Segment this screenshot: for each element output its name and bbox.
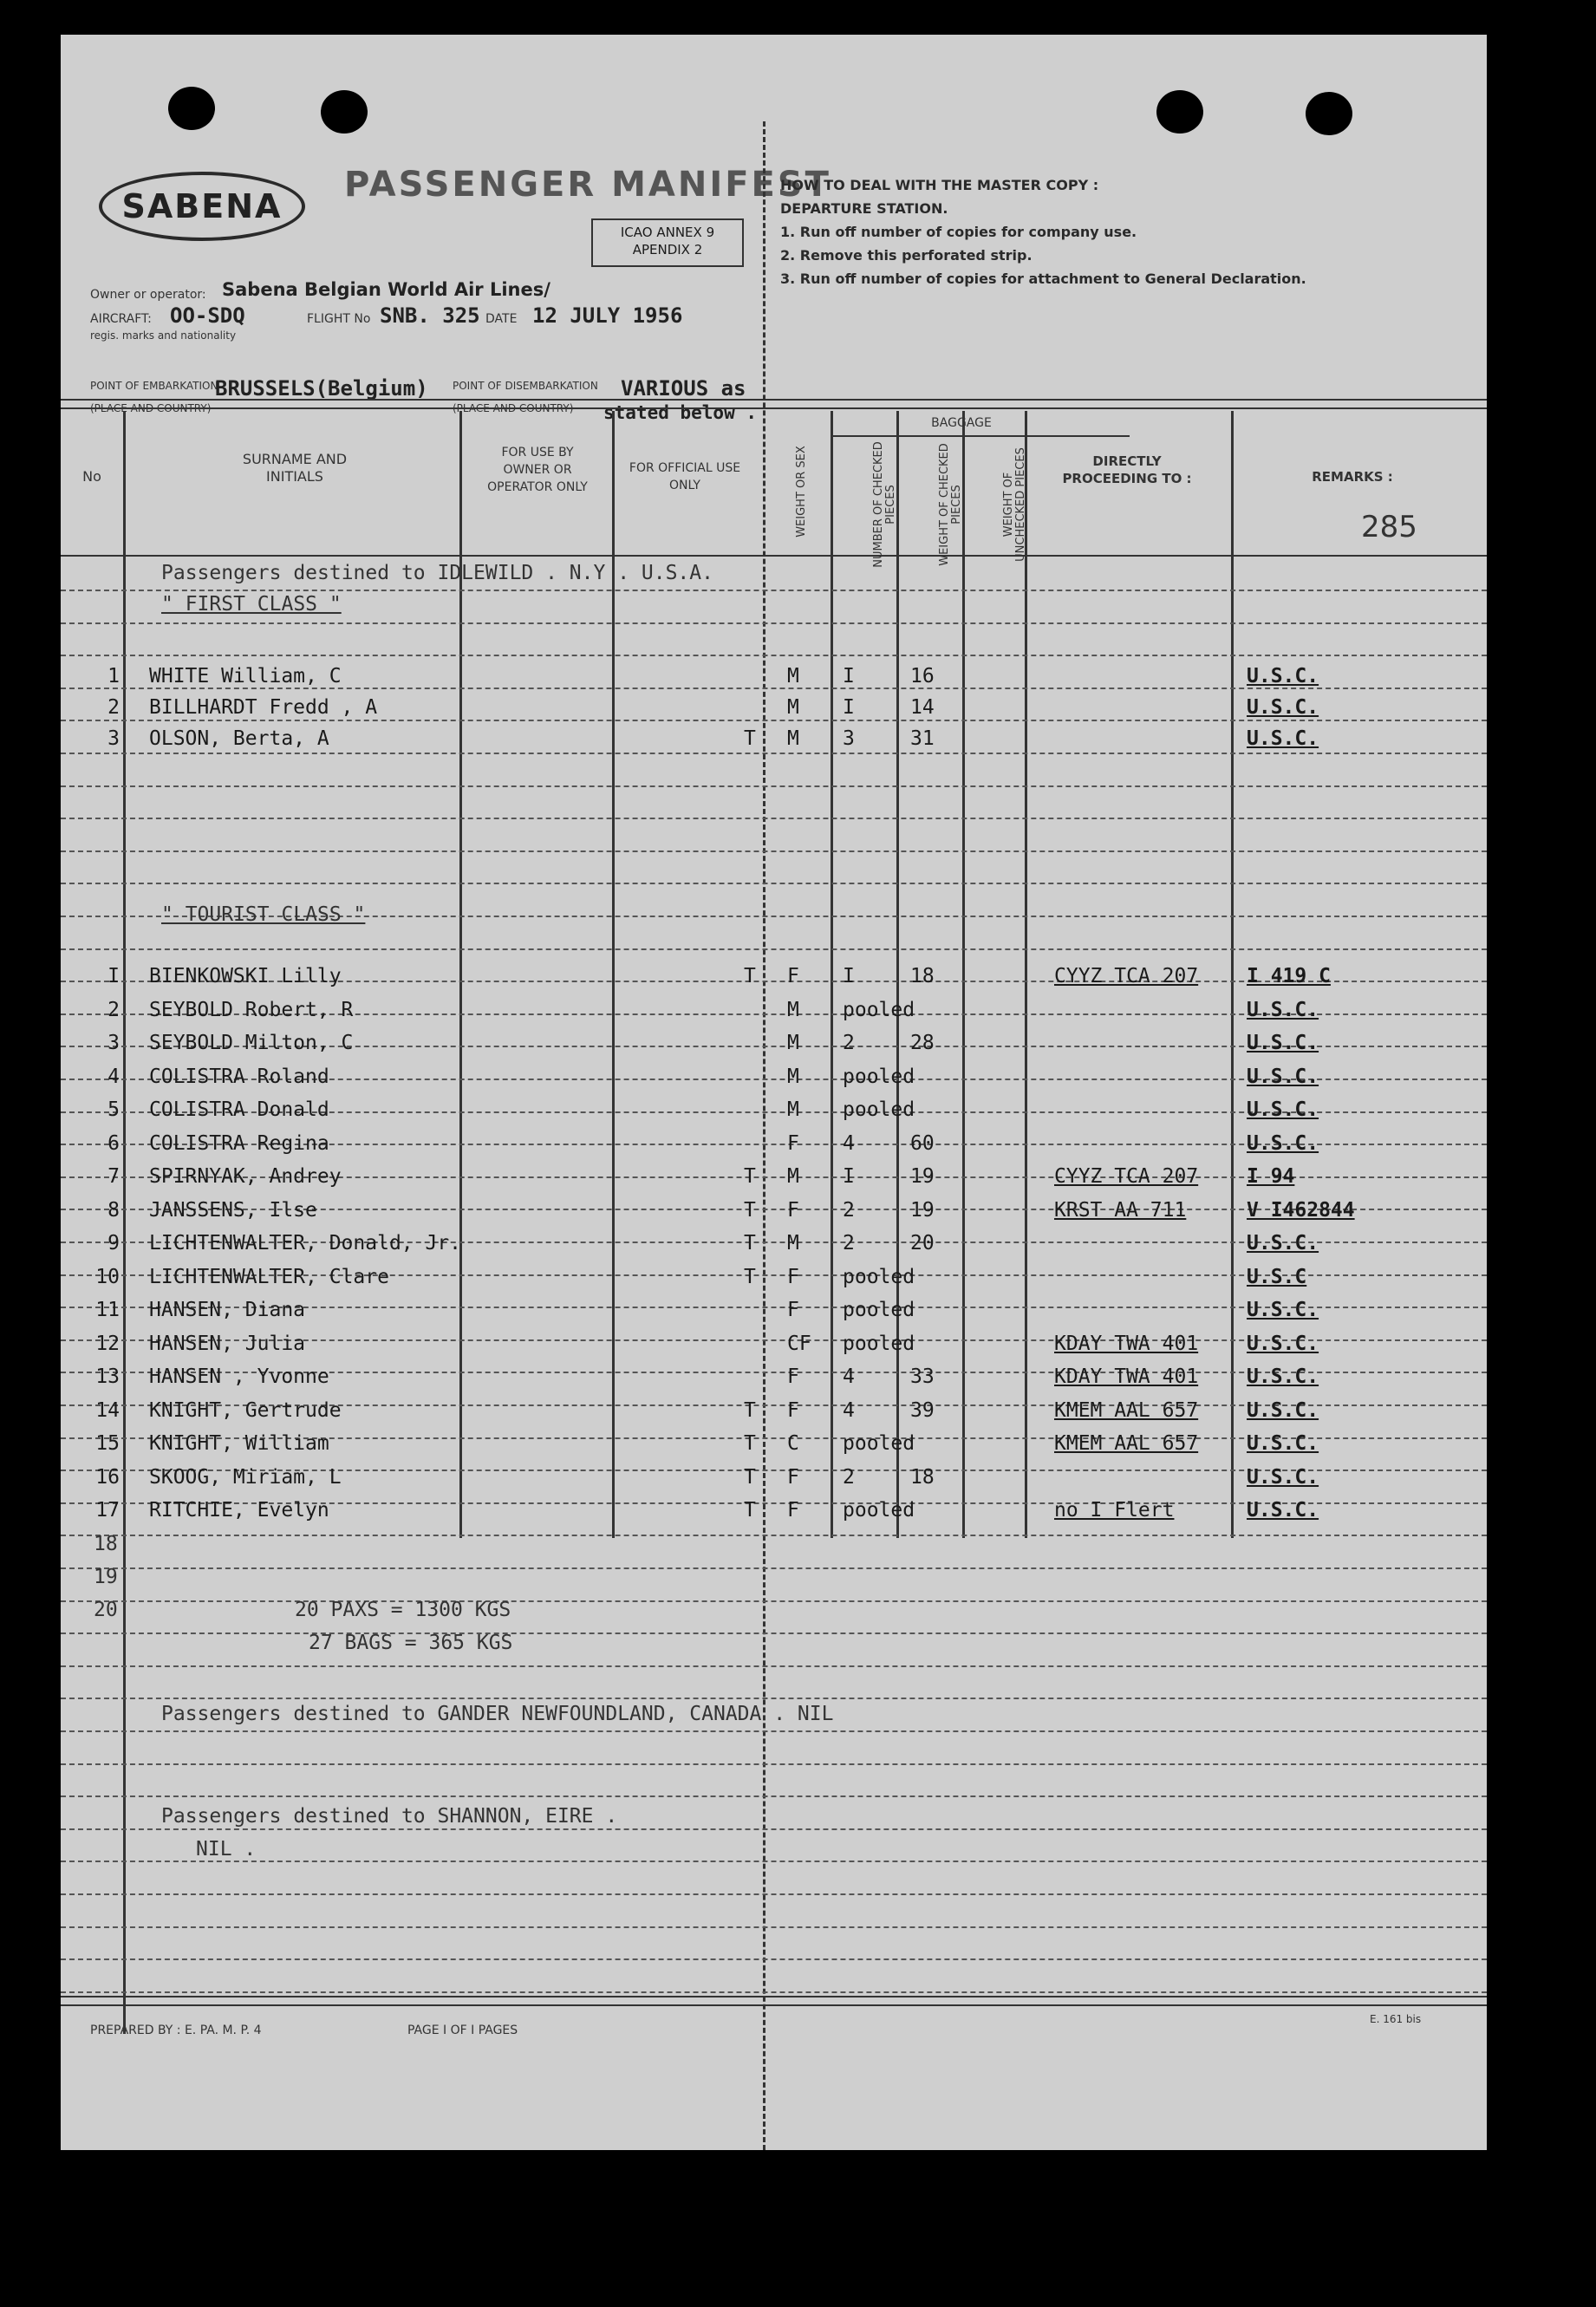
checked-weight: 18	[910, 965, 935, 987]
row-rule	[61, 1600, 1487, 1602]
punch-hole	[1156, 90, 1203, 134]
passenger-row	[61, 1261, 1487, 1293]
row-rule	[61, 1893, 1487, 1895]
passenger-sex: F	[787, 1198, 799, 1222]
remarks: U.S.C.	[1247, 1131, 1319, 1155]
instructions-step-3: 3. Run off number of copies for attachment to General Declaration.	[780, 270, 1306, 287]
remarks: U.S.C.	[1247, 1465, 1319, 1489]
instructions-step-2: 2. Remove this perforated strip.	[780, 247, 1033, 264]
passenger-row	[61, 1161, 1487, 1192]
col-header-checked-pieces: NUMBER OF CHECKED PIECES	[872, 441, 897, 568]
checked-weight: 14	[910, 696, 935, 719]
checked-weight: 33	[910, 1365, 935, 1388]
checked-pieces: pooled	[843, 1265, 915, 1288]
checked-pieces: 2	[843, 1232, 855, 1255]
row-number: 5	[107, 1098, 120, 1121]
passenger-name: SEYBOLD Robert, R	[149, 998, 354, 1021]
checked-pieces: 4	[843, 1365, 855, 1388]
passenger-sex: M	[787, 1232, 799, 1255]
checked-pieces: pooled	[843, 1098, 915, 1121]
row-number: 7	[107, 1165, 120, 1188]
date-value: 12 JULY 1956	[532, 303, 683, 328]
remarks: U.S.C.	[1247, 1299, 1319, 1321]
row-number: 17	[95, 1499, 120, 1522]
transit-flag: T	[744, 1165, 756, 1188]
checked-pieces: 4	[843, 1131, 855, 1155]
row-number: 15	[95, 1432, 120, 1455]
remarks: V I462844	[1247, 1198, 1355, 1222]
page-count: PAGE I OF I PAGES	[407, 2024, 518, 2037]
checked-pieces: pooled	[843, 1299, 915, 1321]
checked-weight: 19	[910, 1165, 935, 1188]
passenger-row	[61, 1495, 1487, 1526]
bottom-rule	[61, 1996, 1487, 1997]
passenger-name: KNIGHT, Gertrude	[149, 1398, 342, 1422]
transit-flag: T	[744, 1499, 756, 1522]
remarks: U.S.C.	[1247, 727, 1319, 750]
row-number: 11	[95, 1299, 120, 1321]
checked-weight: 19	[910, 1198, 935, 1222]
row-number: 6	[107, 1131, 120, 1155]
passenger-sex: F	[787, 1465, 799, 1489]
header-bottom-rule	[61, 555, 1487, 557]
section-shannon: Passengers destined to SHANNON, EIRE .	[161, 1805, 618, 1828]
checked-pieces: 4	[843, 1398, 855, 1422]
passenger-name: LICHTENWALTER, Clare	[149, 1265, 389, 1288]
instructions-block	[780, 173, 1306, 290]
passenger-row	[61, 1328, 1487, 1359]
aircraft-value: OO-SDQ	[170, 303, 245, 328]
checked-weight: 28	[910, 1032, 935, 1054]
checked-weight: 60	[910, 1131, 935, 1155]
section-idlewild: Passengers destined to IDLEWILD . N.Y . U.S.A.	[161, 562, 713, 584]
row-rule	[61, 1828, 1487, 1830]
col-header-baggage: BAGGAGE	[931, 416, 992, 430]
checked-pieces: pooled	[843, 1065, 915, 1088]
icao-appendix-line: APENDIX 2	[632, 242, 703, 257]
transit-flag: T	[744, 1465, 756, 1489]
disembark-label: POINT OF DISEMBARKATION	[453, 380, 598, 392]
passenger-name: HANSEN, Diana	[149, 1299, 306, 1321]
passenger-sex: M	[787, 998, 799, 1021]
owner-value: Sabena Belgian World Air Lines/	[222, 279, 550, 300]
checked-pieces: I	[843, 1165, 855, 1188]
passenger-name: COLISTRA Roland	[149, 1065, 329, 1088]
row-rule	[61, 1665, 1487, 1667]
passenger-sex: M	[787, 665, 799, 688]
row-number: 12	[95, 1332, 120, 1355]
onward-flight: no I Flert	[1054, 1499, 1175, 1522]
passenger-name: BIENKOWSKI Lilly	[149, 965, 342, 987]
regn-label: regis. marks and nationality	[90, 329, 237, 342]
remarks: U.S.C.	[1247, 1332, 1319, 1355]
row-rule	[61, 850, 1487, 852]
col-header-directly: DIRECTLY PROCEEDING TO :	[1062, 453, 1192, 486]
checked-pieces: I	[843, 696, 855, 719]
passenger-sex: M	[787, 727, 799, 750]
row-rule	[61, 1535, 1487, 1536]
passenger-sex: M	[787, 1065, 799, 1088]
icao-annex-box	[591, 218, 744, 267]
remarks: U.S.C.	[1247, 1499, 1319, 1522]
passenger-name: COLISTRA Donald	[149, 1098, 329, 1121]
remarks: U.S.C.	[1247, 1065, 1319, 1088]
onward-flight: KDAY TWA 401	[1054, 1365, 1199, 1388]
remarks: U.S.C.	[1247, 998, 1319, 1021]
row-number: 9	[107, 1232, 120, 1255]
remarks: I 419 C	[1247, 965, 1331, 987]
remarks: U.S.C.	[1247, 1232, 1319, 1255]
transit-flag: T	[744, 965, 756, 987]
passenger-sex: F	[787, 1499, 799, 1522]
prepared-by: PREPARED BY : E. PA. M. P. 4	[90, 2024, 262, 2037]
passenger-row	[61, 1094, 1487, 1125]
passenger-sex: F	[787, 1365, 799, 1388]
checked-pieces: pooled	[843, 1499, 915, 1522]
checked-pieces: pooled	[843, 998, 915, 1021]
passenger-row	[61, 1361, 1487, 1392]
row-number: 14	[95, 1398, 120, 1422]
remarks: U.S.C	[1247, 1265, 1307, 1288]
empty-row-number: 18	[94, 1533, 118, 1555]
col-header-surname: SURNAME AND INITIALS	[242, 451, 348, 485]
tourist-class-heading: " TOURIST CLASS "	[161, 903, 366, 926]
checked-weight: 20	[910, 1232, 935, 1255]
remarks: U.S.C.	[1247, 1398, 1319, 1422]
checked-weight: 31	[910, 727, 935, 750]
onward-flight: KMEM AAL 657	[1054, 1432, 1199, 1455]
instructions-station: DEPARTURE STATION.	[780, 200, 948, 217]
row-rule	[61, 818, 1487, 819]
passenger-name: HANSEN , Yvonne	[149, 1365, 329, 1388]
transit-flag: T	[744, 1265, 756, 1288]
table-top-rule	[61, 407, 1487, 409]
passenger-name: WHITE William, C	[149, 665, 342, 688]
onward-flight: CYYZ TCA 207	[1054, 965, 1199, 987]
row-number: 1	[107, 665, 120, 688]
passenger-sex: F	[787, 965, 799, 987]
row-rule	[61, 1958, 1487, 1960]
checked-pieces: 2	[843, 1198, 855, 1222]
passenger-name: KNIGHT, William	[149, 1432, 329, 1455]
passenger-name: SEYBOLD Milton, C	[149, 1032, 354, 1054]
disembark-note: stated below .	[603, 402, 758, 423]
owner-label: Owner or operator:	[90, 288, 206, 302]
checked-pieces: 2	[843, 1465, 855, 1489]
passenger-name: SPIRNYAK, Andrey	[149, 1165, 342, 1188]
flight-value: SNB. 325	[380, 303, 480, 328]
remarks: U.S.C.	[1247, 696, 1319, 719]
checked-pieces: I	[843, 965, 855, 987]
passenger-row	[61, 994, 1487, 1026]
row-number: 8	[107, 1198, 120, 1222]
col-header-weight-sex: WEIGHT OR SEX	[795, 446, 808, 538]
passenger-sex: M	[787, 1032, 799, 1054]
onward-flight: CYYZ TCA 207	[1054, 1165, 1199, 1188]
passenger-sex: C	[787, 1432, 799, 1455]
remarks: U.S.C.	[1247, 665, 1319, 688]
checked-weight: 39	[910, 1398, 935, 1422]
transit-flag: T	[744, 727, 756, 750]
embark-place-label: (PLACE AND COUNTRY)	[90, 402, 212, 414]
row-rule	[61, 1698, 1487, 1699]
passenger-name: OLSON, Berta, A	[149, 727, 329, 750]
row-rule	[61, 883, 1487, 884]
row-number: 2	[107, 998, 120, 1021]
bottom-rule	[61, 2004, 1487, 2006]
checked-weight: 18	[910, 1465, 935, 1489]
passenger-row	[61, 1428, 1487, 1459]
row-rule	[61, 1567, 1487, 1569]
table-top-rule	[61, 399, 1487, 401]
empty-row-number: 19	[94, 1566, 118, 1588]
remarks: U.S.C.	[1247, 1432, 1319, 1455]
passenger-row	[61, 1395, 1487, 1426]
onward-flight: KMEM AAL 657	[1054, 1398, 1199, 1422]
checked-pieces: 2	[843, 1032, 855, 1054]
passenger-row	[61, 1027, 1487, 1059]
passenger-row	[61, 1195, 1487, 1226]
empty-row-number: 20	[94, 1599, 118, 1621]
row-rule	[61, 1991, 1487, 1993]
row-rule	[61, 948, 1487, 950]
passenger-row	[61, 961, 1487, 992]
remarks: U.S.C.	[1247, 1098, 1319, 1121]
totals-bags: 27 BAGS = 365 KGS	[309, 1632, 513, 1654]
page-number: 285	[1361, 510, 1417, 544]
row-rule	[61, 1926, 1487, 1928]
col-header-unchecked-weight: WEIGHT OF UNCHECKED PIECES	[1002, 447, 1027, 562]
row-number: 2	[107, 696, 120, 719]
col-header-owner-use: FOR USE BY OWNER OR OPERATOR ONLY	[487, 446, 588, 494]
passenger-name: HANSEN, Julia	[149, 1332, 306, 1355]
passenger-sex: M	[787, 696, 799, 719]
row-rule	[61, 1861, 1487, 1862]
checked-pieces: 3	[843, 727, 855, 750]
transit-flag: T	[744, 1198, 756, 1222]
col-header-official-use: FOR OFFICIAL USE ONLY	[629, 461, 741, 492]
col-header-remarks: REMARKS :	[1312, 469, 1393, 485]
checked-pieces: pooled	[843, 1332, 915, 1355]
passenger-sex: M	[787, 1098, 799, 1121]
passenger-row	[61, 1128, 1487, 1159]
passenger-sex: F	[787, 1265, 799, 1288]
onward-flight: KRST AA 711	[1054, 1198, 1187, 1222]
passenger-sex: F	[787, 1299, 799, 1321]
transit-flag: T	[744, 1432, 756, 1455]
col-header-no: No	[82, 468, 101, 485]
row-number: 16	[95, 1465, 120, 1489]
disembark-value: VARIOUS as	[621, 376, 746, 401]
passenger-sex: CF	[787, 1332, 811, 1355]
section-gander: Passengers destined to GANDER NEWFOUNDLAND, CANADA . NIL	[161, 1703, 834, 1725]
passenger-row	[61, 1061, 1487, 1092]
checked-pieces: I	[843, 665, 855, 688]
row-number: 13	[95, 1365, 120, 1388]
row-number: I	[107, 965, 120, 987]
passenger-name: LICHTENWALTER, Donald, Jr.	[149, 1232, 462, 1255]
transit-flag: T	[744, 1398, 756, 1422]
manifest-title: PASSENGER MANIFEST	[344, 165, 831, 205]
remarks: U.S.C.	[1247, 1032, 1319, 1054]
row-rule	[61, 1730, 1487, 1732]
remarks: I 94	[1247, 1165, 1295, 1188]
first-class-heading: " FIRST CLASS "	[161, 593, 342, 616]
row-rule	[61, 590, 1487, 591]
embark-label: POINT OF EMBARKATION	[90, 380, 218, 392]
row-rule	[61, 1763, 1487, 1765]
baggage-rule	[831, 435, 1130, 437]
passenger-row	[61, 661, 1487, 692]
passenger-name: BILLHARDT Fredd , A	[149, 696, 378, 719]
passenger-row	[61, 1462, 1487, 1493]
row-number: 10	[95, 1265, 120, 1288]
passenger-sex: F	[787, 1131, 799, 1155]
date-label: DATE	[485, 312, 518, 326]
punch-hole	[1306, 92, 1352, 135]
passenger-sex: F	[787, 1398, 799, 1422]
flight-label: FLIGHT No	[307, 312, 371, 326]
onward-flight: KDAY TWA 401	[1054, 1332, 1199, 1355]
shannon-nil: NIL .	[196, 1838, 257, 1861]
remarks: U.S.C.	[1247, 1365, 1319, 1388]
punch-hole	[168, 87, 215, 130]
checked-weight: 16	[910, 665, 935, 688]
passenger-name: RITCHIE, Evelyn	[149, 1499, 329, 1522]
manifest-sheet	[61, 35, 1487, 2150]
row-rule	[61, 1632, 1487, 1634]
row-rule	[61, 785, 1487, 787]
row-number: 3	[107, 1032, 120, 1054]
instructions-title: HOW TO DEAL WITH THE MASTER COPY :	[780, 177, 1099, 193]
row-rule	[61, 622, 1487, 624]
passenger-sex: M	[787, 1165, 799, 1188]
row-rule	[61, 655, 1487, 656]
instructions-step-1: 1. Run off number of copies for company use.	[780, 224, 1137, 240]
aircraft-label: AIRCRAFT:	[90, 312, 152, 326]
row-number: 4	[107, 1065, 120, 1088]
totals-passengers: 20 PAXS = 1300 KGS	[295, 1599, 511, 1621]
form-number: E. 161 bis	[1370, 2013, 1422, 2025]
icao-annex-line: ICAO ANNEX 9	[620, 225, 715, 240]
row-rule	[61, 1795, 1487, 1797]
embark-value: BRUSSELS(Belgium)	[215, 376, 428, 401]
punch-hole	[321, 90, 368, 134]
col-header-checked-weight: WEIGHT OF CHECKED PIECES	[938, 443, 963, 566]
disembark-place-label: (PLACE AND COUNTRY)	[453, 402, 574, 414]
row-number: 3	[107, 727, 120, 750]
transit-flag: T	[744, 1232, 756, 1255]
passenger-row	[61, 1228, 1487, 1259]
passenger-row	[61, 723, 1487, 754]
passenger-name: SKOOG, Miriam, L	[149, 1465, 342, 1489]
passenger-name: COLISTRA Regina	[149, 1131, 329, 1155]
passenger-row	[61, 692, 1487, 723]
sabena-logo: SABENA	[99, 172, 305, 241]
checked-pieces: pooled	[843, 1432, 915, 1455]
passenger-name: JANSSENS, Ilse	[149, 1198, 317, 1222]
passenger-row	[61, 1294, 1487, 1326]
